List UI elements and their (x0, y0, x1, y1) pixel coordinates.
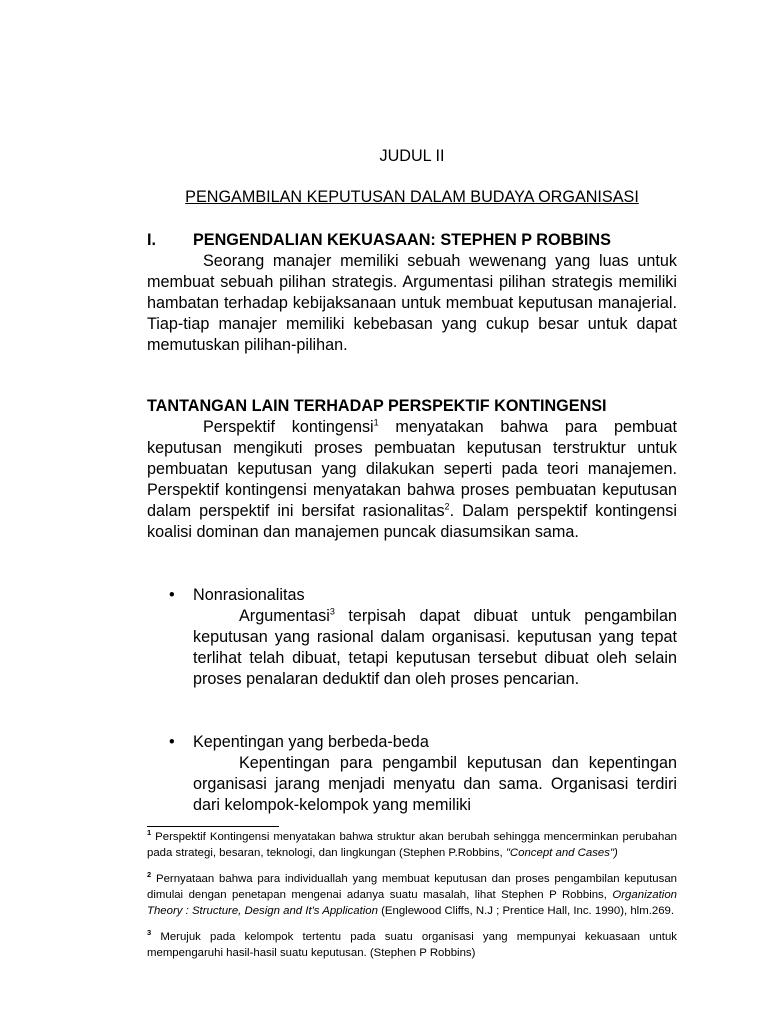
footnote-number: 1 (147, 828, 152, 838)
bullet-paragraph (193, 606, 677, 690)
footnote-italic: "Concept and Cases") (505, 847, 618, 859)
document-title: PENGAMBILAN KEPUTUSAN DALAM BUDAYA ORGANISASI (185, 188, 639, 206)
section-title: PENGENDALIAN KEKUASAAN: STEPHEN P ROBBINS (193, 231, 611, 249)
section-heading (147, 230, 677, 251)
section-paragraph (147, 417, 677, 543)
bullet-item-kepentingan (147, 732, 677, 816)
footnote-ref-3: 3 (329, 606, 335, 617)
footnote-1 (147, 829, 677, 861)
paragraph-text: terpisah dapat dibuat untuk pengambilan keputusan yang rasional dalam organisasi. keputusan yang tepat terlihat telah dibuat, tetapi keputusan tersebut dibuat oleh selain proses penalaran deduktif dan oleh proses pencarian. (193, 607, 677, 688)
chapter-heading: JUDUL II (379, 147, 445, 165)
bullet-dot-icon: • (169, 733, 175, 751)
bullet-title: Nonrasionalitas (193, 586, 305, 604)
section-heading: TANTANGAN LAIN TERHADAP PERSPEKTIF KONTINGENSI (147, 397, 607, 415)
bullet-title: Kepentingan yang berbeda-beda (193, 733, 429, 751)
footnote-ref-2: 2 (444, 501, 450, 512)
footnotes (147, 829, 677, 971)
paragraph-text: menyatakan bahwa para pembuat keputusan mengikuti proses pembuatan keputusan terstruktur untuk pembuatan keputusan yang dilakukan seperti pada teori manajemen. Perspektif kontingensi menyatakan bahwa proses pembuatan keputusan dalam perspektif ini bersifat rasionalitas (147, 418, 677, 520)
footnote-number: 3 (147, 928, 152, 938)
bullet-item-nonrasionalitas (147, 585, 677, 690)
section-pengendalian (147, 230, 677, 356)
bullet-paragraph: Kepentingan para pengambil keputusan dan kepentingan organisasi jarang menjadi menyatu dan sama. Organisasi terdiri dari kelompok-kelompok yang memiliki (193, 754, 677, 814)
section-tantangan (147, 396, 677, 543)
footnote-text: Pernyataan bahwa para individuallah yang membuat keputusan dan proses pengambilan keputusan dimulai dengan penetapan mengenai adanya suatu masalah, lihat Stephen P Robbins, (147, 873, 677, 901)
footnote-text: (Englewood Cliffs, N.J ; Prentice Hall, Inc. 1990), hlm.269. (377, 905, 675, 917)
footnote-divider (147, 826, 279, 827)
bullet-dot-icon: • (169, 586, 175, 604)
footnote-text: Perspektif Kontingensi menyatakan bahwa struktur akan berubah sehingga mencerminkan perubahan pada strategi, besaran, teknologi, dan lingkungan (Stephen P.Robbins, (147, 831, 677, 859)
paragraph-text: . Dalam perspektif kontingensi koalisi dominan dan manajemen puncak diasumsikan sama. (147, 502, 677, 541)
section-number: I. (147, 231, 156, 249)
footnote-number: 2 (147, 870, 152, 880)
section-paragraph: Seorang manajer memiliki sebuah wewenang yang luas untuk membuat sebuah pilihan strategis. Argumentasi pilihan strategis memiliki hambatan terhadap kebijaksanaan untuk membuat keputusan manajerial. Tiap-tiap manajer memiliki kebebasan yang cukup besar untuk dapat memutuskan pilihan-pilihan. (147, 252, 677, 354)
footnote-italic: Organization Theory : Structure, Design and It's Application (147, 889, 677, 917)
footnote-ref-1: 1 (373, 417, 379, 428)
footnote-2 (147, 871, 677, 919)
footnote-text: Merujuk pada kelompok tertentu pada suatu organisasi yang mempunyai kekuasaan untuk mempengaruhi hasil-hasil suatu keputusan. (Stephen P Robbins) (147, 931, 677, 959)
footnote-3 (147, 929, 677, 961)
paragraph-text: Perspektif kontingensi (203, 418, 374, 436)
paragraph-text: Argumentasi (239, 607, 330, 625)
